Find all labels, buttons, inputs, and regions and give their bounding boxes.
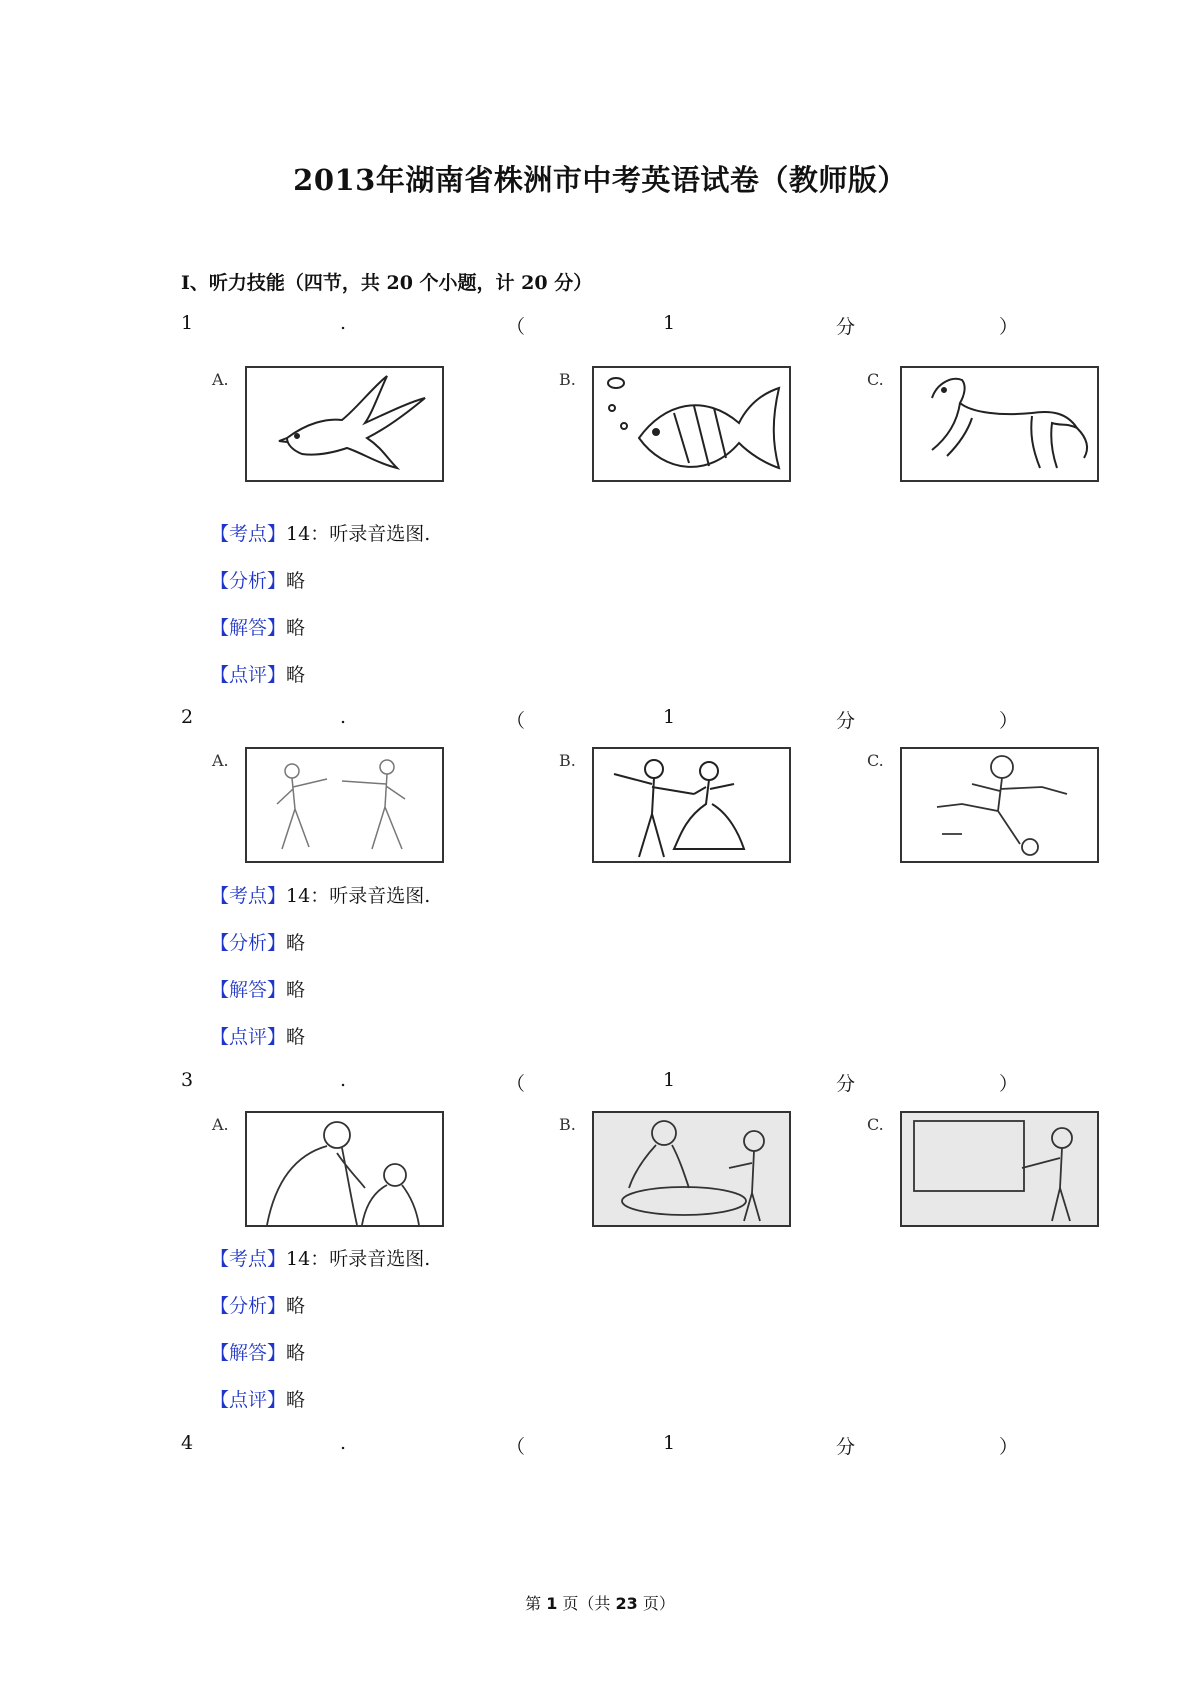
question-1-option-c (867, 366, 1167, 486)
note-tag: 【点评】 (210, 664, 287, 686)
note-tag: 【考点】 (210, 885, 287, 907)
note-tag: 【分析】 (210, 1295, 287, 1317)
note-kaodian (210, 1244, 430, 1271)
score-unit: 分 (836, 710, 856, 732)
option-letter: C. (867, 751, 884, 770)
fish-image (592, 366, 791, 482)
question-dot: . (340, 312, 347, 334)
note-jieda (210, 613, 305, 640)
football-image (900, 747, 1099, 863)
question-number: 1 (181, 312, 194, 334)
note-tag: 【考点】 (210, 1248, 287, 1270)
horse-image (900, 366, 1099, 482)
question-4-line (181, 1432, 1019, 1462)
question-1-line (181, 312, 1019, 342)
note-tag: 【点评】 (210, 1026, 287, 1048)
question-score: 1 (663, 1432, 676, 1454)
right-paren: ） (999, 710, 1019, 732)
right-paren: ） (999, 1073, 1019, 1095)
question-1-option-a (212, 366, 512, 486)
note-text: 略 (286, 1026, 306, 1048)
note-tag: 【解答】 (210, 979, 287, 1001)
question-score: 1 (663, 706, 676, 728)
question-dot: . (340, 706, 347, 728)
note-dianping (210, 1022, 305, 1049)
note-text: 略 (286, 1295, 306, 1317)
note-dianping (210, 660, 305, 687)
footer-total-pages: 23 (615, 1594, 638, 1613)
note-text: 14：听录音选图. (286, 885, 431, 907)
document-title: 2013年湖南省株洲市中考英语试卷（教师版） (293, 163, 907, 197)
section-heading: I、听力技能（四节，共 20 个小题，计 20 分） (181, 272, 593, 294)
left-paren: （ (506, 710, 526, 732)
option-letter: C. (867, 370, 884, 389)
footer-page-number: 1 (546, 1594, 558, 1613)
option-letter: C. (867, 1115, 884, 1134)
left-paren: （ (506, 316, 526, 338)
note-text: 略 (286, 664, 306, 686)
teacher-image (900, 1111, 1099, 1227)
option-letter: A. (212, 751, 229, 770)
note-dianping (210, 1385, 305, 1412)
note-text: 略 (286, 1389, 306, 1411)
left-paren: （ (506, 1436, 526, 1458)
question-3-line (181, 1069, 1019, 1099)
question-3-option-b (559, 1111, 859, 1231)
note-jieda (210, 975, 305, 1002)
question-number: 4 (181, 1432, 194, 1454)
note-tag: 【解答】 (210, 1342, 287, 1364)
question-2-option-b (559, 747, 859, 867)
question-1-option-b (559, 366, 859, 486)
note-tag: 【分析】 (210, 932, 287, 954)
footer-prefix: 第 (525, 1594, 547, 1613)
note-tag: 【考点】 (210, 523, 287, 545)
footer-suffix: 页） (637, 1594, 675, 1613)
question-dot: . (340, 1432, 347, 1454)
right-paren: ） (999, 316, 1019, 338)
note-jieda (210, 1338, 305, 1365)
question-number: 2 (181, 706, 194, 728)
cooking-image (592, 1111, 791, 1227)
question-score: 1 (663, 1069, 676, 1091)
note-text: 略 (286, 932, 306, 954)
question-2-option-c (867, 747, 1167, 867)
question-2-option-a (212, 747, 512, 867)
question-dot: . (340, 1069, 347, 1091)
option-letter: B. (559, 751, 576, 770)
note-kaodian (210, 881, 430, 908)
right-paren: ） (999, 1436, 1019, 1458)
option-letter: A. (212, 370, 229, 389)
question-score: 1 (663, 312, 676, 334)
score-unit: 分 (836, 316, 856, 338)
question-3-option-a (212, 1111, 512, 1231)
note-text: 14：听录音选图. (286, 523, 431, 545)
note-text: 14：听录音选图. (286, 1248, 431, 1270)
dancing-image (592, 747, 791, 863)
question-2-line (181, 706, 1019, 736)
bird-image (245, 366, 444, 482)
option-letter: A. (212, 1115, 229, 1134)
note-fenxi (210, 928, 305, 955)
note-tag: 【点评】 (210, 1389, 287, 1411)
score-unit: 分 (836, 1436, 856, 1458)
note-kaodian (210, 519, 430, 546)
doctor-image (245, 1111, 444, 1227)
option-letter: B. (559, 370, 576, 389)
boxing-image (245, 747, 444, 863)
note-tag: 【分析】 (210, 570, 287, 592)
note-fenxi (210, 566, 305, 593)
note-text: 略 (286, 1342, 306, 1364)
note-tag: 【解答】 (210, 617, 287, 639)
footer-middle: 页（共 (557, 1594, 616, 1613)
option-letter: B. (559, 1115, 576, 1134)
question-number: 3 (181, 1069, 194, 1091)
note-text: 略 (286, 617, 306, 639)
score-unit: 分 (836, 1073, 856, 1095)
note-text: 略 (286, 570, 306, 592)
question-3-option-c (867, 1111, 1167, 1231)
page-footer (0, 1591, 1200, 1614)
left-paren: （ (506, 1073, 526, 1095)
note-fenxi (210, 1291, 305, 1318)
note-text: 略 (286, 979, 306, 1001)
